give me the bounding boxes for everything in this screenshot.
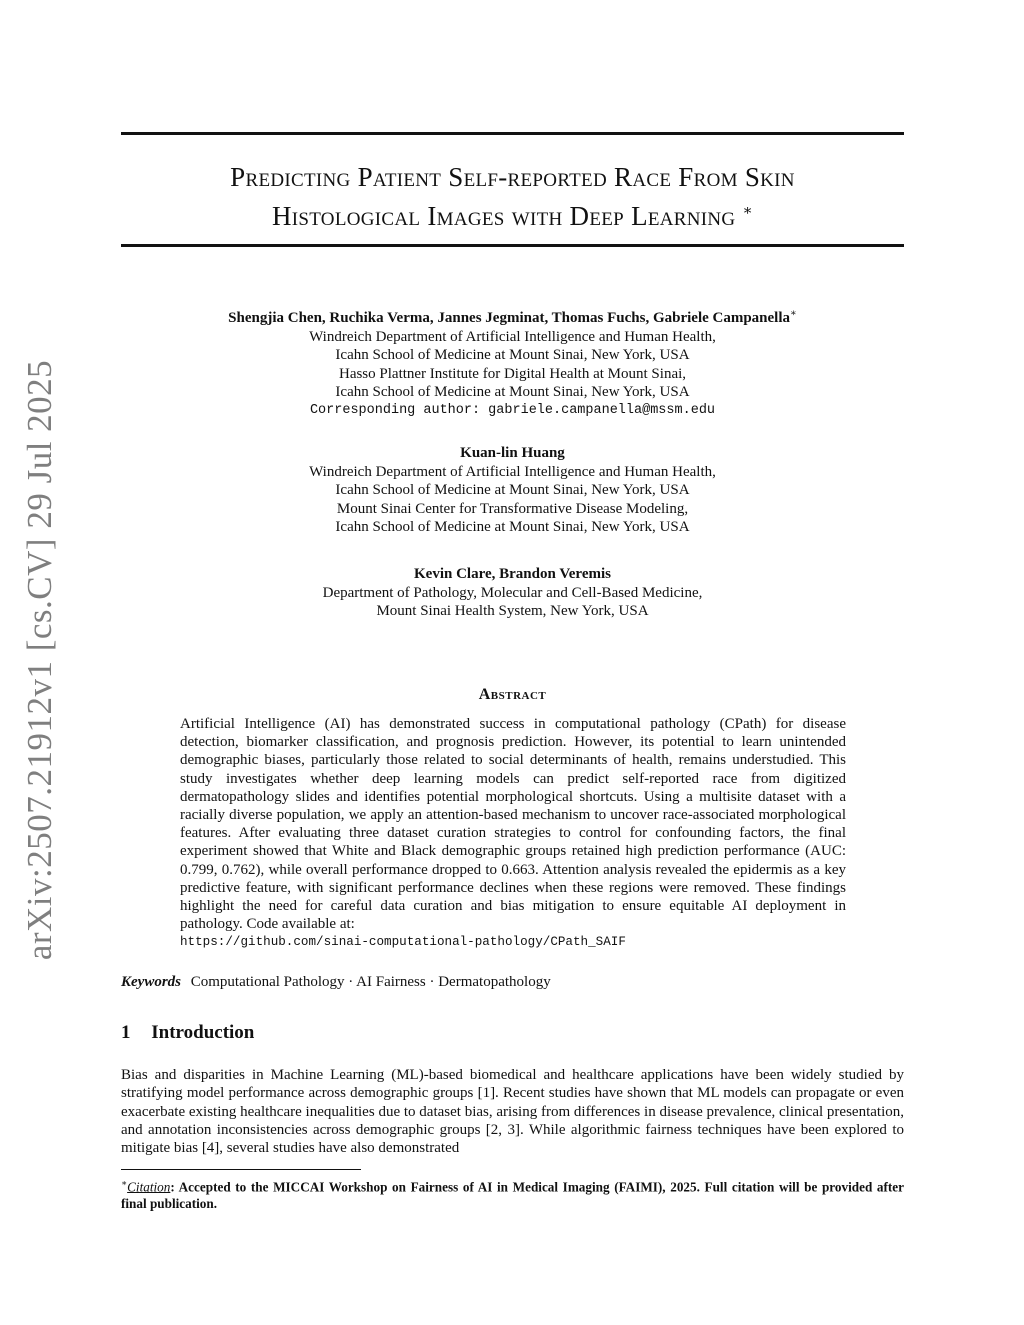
affiliation-line: Hasso Plattner Institute for Digital Health at Mount Sinai, <box>338 365 687 382</box>
title-footnote-marker: ∗ <box>742 203 754 219</box>
affiliation-line: Windreich Department of Artificial Intelligence and Human Health, <box>309 463 716 480</box>
title-top-rule <box>121 132 904 135</box>
footnote-text: : Accepted to the MICCAI Workshop on Fairness of AI in Medical Imaging (FAIMI), 2025. Full citation will be provided after final publication. <box>121 1179 904 1211</box>
section-number: 1 <box>121 1022 131 1043</box>
title-line-1: Predicting Patient Self-reported Race From Skin <box>230 162 795 192</box>
keywords-label: Keywords <box>121 974 181 990</box>
title-bottom-rule <box>121 244 904 247</box>
footnote-marker: ∗ <box>121 1178 128 1188</box>
affiliation-line: Icahn School of Medicine at Mount Sinai, New York, USA <box>335 384 690 400</box>
affiliation-line: Icahn School of Medicine at Mount Sinai, New York, USA <box>335 519 690 535</box>
affiliation-line: Mount Sinai Health System, New York, USA <box>376 603 649 619</box>
corresponding-marker: ∗ <box>790 308 797 319</box>
code-repository-link[interactable]: https://github.com/sinai-computational-pathology/CPath_SAIF <box>180 935 626 950</box>
arxiv-identifier-stamp: arXiv:2507.21912v1 [cs.CV] 29 Jul 2025 <box>20 359 59 961</box>
affiliation-line: Icahn School of Medicine at Mount Sinai, New York, USA <box>335 347 690 363</box>
footnote <box>121 1175 904 1212</box>
introduction-paragraph: Bias and disparities in Machine Learning (ML)-based biomedical and healthcare applications have been widely studied by stratifying model performance across demographic groups [1]. Recent studies have shown that ML models can propagate or even exacerbate existing healthcare inequalities due to dataset bias, arising from differences in disease prevalence, clinical presentation, and annotation inconsistencies across demographic groups [2, 3]. While algorithmic fairness techniques have been explored to mitigate bias [4], several studies have also demonstrated <box>121 1067 904 1157</box>
corresponding-author-email[interactable]: Corresponding author: gabriele.campanella@mssm.edu <box>309 402 716 418</box>
affiliation-line: Icahn School of Medicine at Mount Sinai, New York, USA <box>335 482 690 498</box>
author-names: Shengjia Chen, Ruchika Verma, Jannes Jegminat, Thomas Fuchs, Gabriele Campanella∗ <box>228 308 797 326</box>
affiliation-line: Mount Sinai Center for Transformative Disease Modeling, <box>336 500 689 517</box>
keywords-list: Computational Pathology · AI Fairness · Dermatopathology <box>190 974 551 990</box>
author-group-1 <box>121 305 904 420</box>
title-line-2: Histological Images with Deep Learning ∗ <box>271 201 754 231</box>
abstract-text: Artificial Intelligence (AI) has demonstrated success in computational pathology (CPath) for disease detection, biomarker classification, and prognosis prediction. However, its potential to learn unintended demographic biases, particularly those related to social determinants of health, remains understudied. This study investigates whether deep learning models can predict self-reported race from digitized dermatopathology slides and identifies potential morphological shortcuts. Using a multisite dataset with a racially diverse population, we apply an attention-based mechanism to uncover race-associated morphological features. After evaluating three dataset curation strategies to control for confounding factors, the final experiment showed that White and Black demographic groups retained high prediction performance (AUC: 0.799, 0.762), while overall performance dropped to 0.663. Attention analysis revealed the epidermis as a key predictive feature, with significant performance declines when these regions were removed. These findings highlight the need for careful data curation and bias mitigation to ensure equitable AI deployment in pathology. Code available at: https://github.com/sinai-computational-pathology/CPath_SAIF <box>180 715 846 952</box>
author-group-3 <box>121 565 904 621</box>
keywords <box>121 974 904 991</box>
paper-title <box>121 160 904 233</box>
section-heading-introduction <box>121 1022 254 1044</box>
affiliation-line: Department of Pathology, Molecular and Cell-Based Medicine, <box>322 584 703 601</box>
citation-word: Citation <box>127 1179 171 1195</box>
footnote-rule <box>121 1169 361 1170</box>
author-group-2 <box>121 444 904 537</box>
abstract-heading: Abstract <box>478 686 547 703</box>
author-names: Kevin Clare, Brandon Veremis <box>414 566 611 582</box>
author-names: Kuan-lin Huang <box>460 445 565 461</box>
affiliation-line: Windreich Department of Artificial Intelligence and Human Health, <box>309 328 716 345</box>
section-title: Introduction <box>151 1022 255 1043</box>
